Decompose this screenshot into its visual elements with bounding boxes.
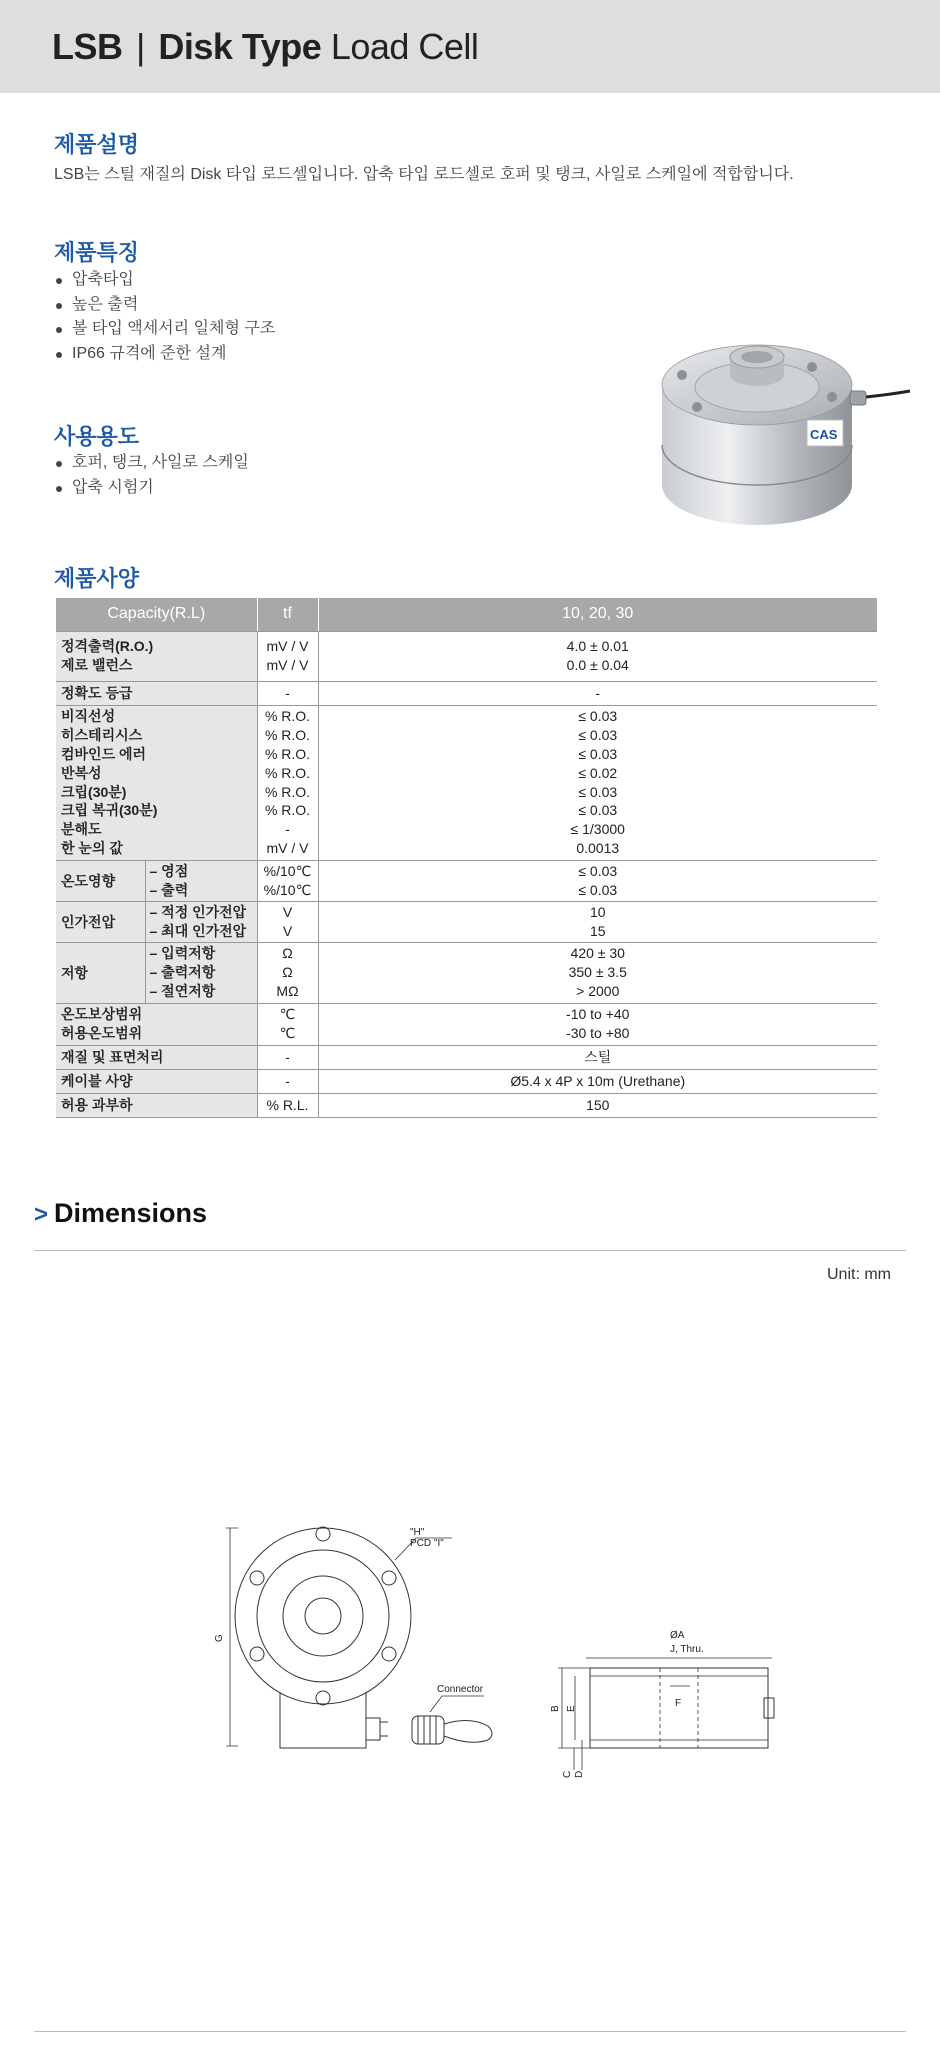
table-row xyxy=(56,631,877,681)
table-row xyxy=(56,705,877,860)
spec-value: -30 to +80 xyxy=(566,1025,630,1041)
spec-unit: - xyxy=(257,1045,318,1069)
spec-unit: - xyxy=(285,821,290,838)
footer-divider xyxy=(34,2031,906,2032)
spec-sublabel: – 적정 인가전압 xyxy=(149,903,247,920)
list-item: 높은 출력 xyxy=(54,293,275,318)
spec-value: ≤ 0.03 xyxy=(578,802,618,819)
divider xyxy=(34,1250,906,1251)
spec-sublabel: – 입력저항 xyxy=(149,945,216,962)
table-row xyxy=(56,1093,877,1117)
spec-unit: % R.O. xyxy=(264,802,311,819)
spec-value: ≤ 0.03 xyxy=(578,881,618,898)
table-row xyxy=(56,681,877,705)
spec-value: ≤ 0.02 xyxy=(578,764,618,781)
label-d: D xyxy=(574,1770,585,1778)
type-name: Disk Type xyxy=(158,26,322,67)
label-h: "H" xyxy=(410,1527,425,1538)
label-e: E xyxy=(566,1705,577,1712)
spec-value: ≤ 1/3000 xyxy=(570,821,625,838)
applications-title: 사용용도 xyxy=(54,424,140,449)
spec-label: 반복성 xyxy=(61,764,102,781)
spec-label: 제로 밸런스 xyxy=(61,657,133,673)
label-connector: Connector xyxy=(437,1684,484,1695)
spec-unit: % R.L. xyxy=(257,1093,318,1117)
table-row xyxy=(56,901,877,942)
spec-value: ≤ 0.03 xyxy=(578,708,618,725)
label-f: F xyxy=(675,1698,682,1709)
spec-unit: ℃ xyxy=(279,1006,296,1023)
spec-value: ≤ 0.03 xyxy=(578,783,618,800)
unit-label: Unit: mm xyxy=(827,1266,891,1283)
spec-unit: mV / V xyxy=(266,638,309,655)
spec-label: 한 눈의 값 xyxy=(61,839,123,856)
capacity-header: Capacity(R.L) xyxy=(56,598,257,631)
spec-unit: % R.O. xyxy=(264,783,311,800)
spec-unit: MΩ xyxy=(276,982,299,999)
dimension-drawing xyxy=(170,1520,790,1790)
spec-label: 분해도 xyxy=(61,821,102,838)
spec-sublabel: – 출력 xyxy=(149,881,189,898)
spec-label: 허용 과부하 xyxy=(56,1093,257,1117)
section-arrow-icon: > xyxy=(34,1201,49,1228)
spec-value: ≤ 0.03 xyxy=(578,862,618,879)
label-j: J, Thru. xyxy=(670,1644,704,1655)
page-title xyxy=(52,26,478,68)
features-title: 제품특징 xyxy=(54,240,140,265)
spec-unit: ℃ xyxy=(279,1025,296,1041)
spec-value: ≤ 0.03 xyxy=(578,745,618,762)
dimensions-title-text: Dimensions xyxy=(54,1198,208,1228)
spec-unit: % R.O. xyxy=(264,727,311,744)
spec-unit: % R.O. xyxy=(264,764,311,781)
description-text: LSB는 스틸 재질의 Disk 타입 로드셀입니다. 압축 타입 로드셀로 호퍼 및 탱크, 사일로 스케일에 적합합니다. xyxy=(54,166,794,183)
title-separator: | xyxy=(136,26,145,67)
spec-label: 재질 및 표면처리 xyxy=(56,1045,257,1069)
table-row xyxy=(56,860,877,901)
spec-unit: mV / V xyxy=(266,839,309,856)
spec-value: ≤ 0.03 xyxy=(578,727,618,744)
spec-value: - xyxy=(318,681,877,705)
label-pcd: PCD "I" xyxy=(410,1538,444,1549)
spec-value: -10 to +40 xyxy=(566,1006,630,1023)
list-item: 압축 시험기 xyxy=(54,476,249,501)
type-suffix: Load Cell xyxy=(330,26,479,67)
spec-unit: Ω xyxy=(282,945,293,962)
spec-unit: - xyxy=(257,1069,318,1093)
spec-value: 420 ± 30 xyxy=(570,945,625,962)
spec-group-label: 저항 xyxy=(56,942,145,1003)
spec-group-label: 온도영향 xyxy=(56,860,145,901)
spec-label: 컴바인드 에러 xyxy=(61,745,147,762)
applications-list xyxy=(54,451,249,500)
spec-value: 10 xyxy=(589,903,606,920)
spec-label: 크립 복귀(30분) xyxy=(61,802,158,819)
spec-unit: mV / V xyxy=(266,657,309,673)
product-image xyxy=(652,325,912,540)
list-item: 호퍼, 탱크, 사일로 스케일 xyxy=(54,451,249,476)
table-row xyxy=(56,1045,877,1069)
table-row xyxy=(56,1069,877,1093)
spec-unit: V xyxy=(282,922,293,939)
spec-value: > 2000 xyxy=(576,982,620,999)
table-row xyxy=(56,942,877,1003)
spec-table xyxy=(56,598,877,1118)
spec-value: 4.0 ± 0.01 xyxy=(566,638,629,655)
features-list xyxy=(54,268,275,366)
spec-label: 온도보상범위 xyxy=(61,1006,143,1023)
page-header xyxy=(0,0,940,93)
spec-value: 스틸 xyxy=(318,1045,877,1069)
spec-unit: % R.O. xyxy=(264,708,311,725)
spec-value: 15 xyxy=(589,922,606,939)
spec-value: 150 xyxy=(318,1093,877,1117)
list-item: 볼 타입 액세서리 일체형 구조 xyxy=(54,317,275,342)
spec-unit: Ω xyxy=(282,964,293,981)
spec-group-label: 인가전압 xyxy=(56,901,145,942)
label-oa: ØA xyxy=(670,1630,685,1641)
list-item: 압축타입 xyxy=(54,268,275,293)
spec-sublabel: – 출력저항 xyxy=(149,964,216,981)
spec-unit: V xyxy=(282,903,293,920)
spec-value: 0.0 ± 0.04 xyxy=(566,657,629,673)
capacity-value: 10, 20, 30 xyxy=(318,598,877,631)
spec-label: 허용온도범위 xyxy=(61,1025,143,1041)
spec-unit: %/10℃ xyxy=(263,862,312,879)
spec-label: 크립(30분) xyxy=(61,783,127,800)
list-item: IP66 규격에 준한 설계 xyxy=(54,342,275,367)
label-c: C xyxy=(562,1770,573,1778)
spec-sublabel: – 영점 xyxy=(149,862,189,879)
spec-sublabel: – 최대 인가전압 xyxy=(149,922,247,939)
model-name: LSB xyxy=(52,26,123,67)
table-row xyxy=(56,1003,877,1045)
spec-label: 히스테리시스 xyxy=(61,727,143,744)
label-g: G xyxy=(214,1634,225,1642)
table-header-row xyxy=(56,598,877,631)
capacity-unit: tf xyxy=(257,598,318,631)
specs-title: 제품사양 xyxy=(54,566,140,591)
spec-value: Ø5.4 x 4P x 10m (Urethane) xyxy=(318,1069,877,1093)
spec-unit: - xyxy=(257,681,318,705)
description-title: 제품설명 xyxy=(54,132,140,157)
spec-value: 350 ± 3.5 xyxy=(568,964,627,981)
spec-sublabel: – 절연저항 xyxy=(149,982,216,999)
brand-label: CAS xyxy=(810,427,838,442)
label-b: B xyxy=(550,1705,561,1712)
spec-label: 비직선성 xyxy=(61,708,116,725)
spec-label: 케이블 사양 xyxy=(56,1069,257,1093)
spec-label: 정격출력(R.O.) xyxy=(61,638,154,655)
spec-unit: %/10℃ xyxy=(263,881,312,898)
spec-value: 0.0013 xyxy=(576,839,620,856)
dimensions-title xyxy=(34,1198,207,1229)
spec-label: 정확도 등급 xyxy=(56,681,257,705)
spec-unit: % R.O. xyxy=(264,745,311,762)
